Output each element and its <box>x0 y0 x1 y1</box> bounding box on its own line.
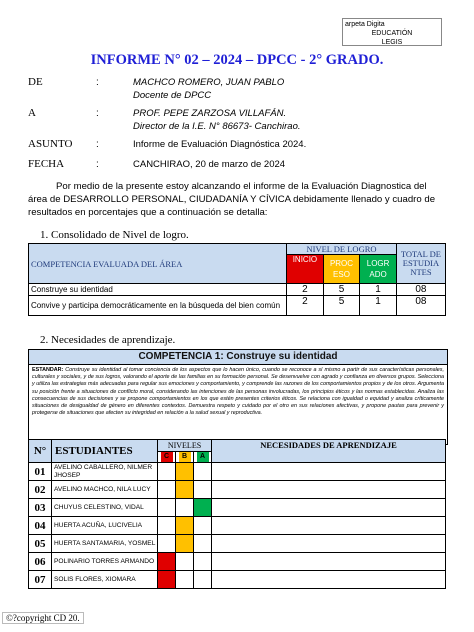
student-name: HUERTA SANTAMARIA, YOSMEL <box>52 535 158 553</box>
logrado-header: LOGR ADO <box>360 255 397 284</box>
competencia-cell: Construye su identidad <box>29 284 287 296</box>
number-header: N° <box>29 440 52 463</box>
level-c-label: C <box>161 452 173 462</box>
section-1-heading: 1. Consolidado de Nivel de logro. <box>40 229 189 241</box>
level-c-cell <box>158 463 176 481</box>
value-a-role: Director de la I.E. N° 86673- Canchirao. <box>133 121 301 132</box>
folder-watermark-box <box>342 18 442 46</box>
level-c-cell <box>158 517 176 535</box>
total-cell: 08 <box>396 284 445 296</box>
row-number: 07 <box>29 571 52 589</box>
label-de: DE <box>28 76 43 88</box>
level-b-label: B <box>179 452 191 462</box>
row-number: 01 <box>29 463 52 481</box>
level-c-cell <box>158 481 176 499</box>
value-a-name: PROF. PEPE ZARZOSA VILLAFÁN. <box>133 108 287 119</box>
competencia-standard-box <box>28 349 448 445</box>
level-b-cell <box>176 517 194 535</box>
colon-a: : <box>96 108 99 119</box>
table-row <box>29 481 446 499</box>
table-row <box>29 296 446 316</box>
level-a-cell <box>194 535 212 553</box>
needs-header: NECESIDADES DE APRENDIZAJE <box>212 440 446 463</box>
watermark-line-1: arpeta Digita <box>345 21 385 28</box>
colon-asunto: : <box>96 139 99 150</box>
estandar-label: ESTANDAR: <box>32 367 64 373</box>
learning-needs-table <box>28 439 446 589</box>
nivel-header: NIVEL DE LOGRO <box>287 244 397 255</box>
level-a-cell <box>194 481 212 499</box>
inicio-cell: 2 <box>287 284 324 296</box>
watermark-line-3: LEGIS <box>381 39 403 46</box>
level-c-cell <box>158 553 176 571</box>
needs-cell <box>212 499 446 517</box>
watermark-line-2: EDUCATIÓN <box>371 30 413 37</box>
level-b-cell <box>176 463 194 481</box>
row-number: 06 <box>29 553 52 571</box>
level-b-cell <box>176 499 194 517</box>
needs-cell <box>212 535 446 553</box>
copyright-footer: ©?copyright CD 20. <box>2 612 84 624</box>
estandar-text <box>29 365 447 444</box>
estandar-body: Construye su identidad al tomar conciencia de los aspectos que lo hacen único, cuando se reconoce a sí mismo a partir de sus características personales, culturales y sociales, y de sus logros, valorando el aporte de las familias en su formación personal. Se desenvuelve con agrado y confianza en diversos grupos. Selecciona y utiliza las estrategias más adecuadas para regular sus emociones y comportamiento, y comprende las razones de los comportamientos propios y de los otros. Argumenta su posición frente a situaciones de conflicto moral, considerando las intenciones de las personas involucradas, los principios éticos y las normas establecidas. Analiza las consecuencias de sus decisiones y se propone comportamientos en los que estén presentes criterios éticos. Se relaciona con igualdad o equidad y analiza críticamente situaciones de desigualdad de género en diferentes contextos. Demuestra respeto y cuidado por el otro en sus relaciones afectivas, y propone pautas para prevenir y protegerse de situaciones que afecten su integridad en relación a la salud sexual y reproductiva. <box>32 367 444 417</box>
level-a-cell <box>194 517 212 535</box>
inicio-cell: 2 <box>287 296 324 316</box>
level-b-cell <box>176 571 194 589</box>
row-number: 02 <box>29 481 52 499</box>
label-asunto: ASUNTO <box>28 138 73 150</box>
total-cell: 08 <box>396 296 445 316</box>
level-a-cell <box>194 499 212 517</box>
label-fecha: FECHA <box>28 158 65 170</box>
proceso-cell: 5 <box>323 296 360 316</box>
students-header: ESTUDIANTES <box>52 440 158 463</box>
row-number: 04 <box>29 517 52 535</box>
value-de-role: Docente de DPCC <box>133 90 212 101</box>
row-number: 05 <box>29 535 52 553</box>
competencia-cell: Convive y participa democráticamente en la búsqueda del bien común <box>29 296 287 316</box>
table-row <box>29 517 446 535</box>
level-b-cell <box>176 553 194 571</box>
student-name: POLINARIO TORRES ARMANDO <box>52 553 158 571</box>
inicio-header: INICIO <box>287 255 324 284</box>
row-number: 03 <box>29 499 52 517</box>
proceso-cell: 5 <box>323 284 360 296</box>
needs-cell <box>212 463 446 481</box>
logrado-cell: 1 <box>360 296 397 316</box>
level-b-cell <box>176 535 194 553</box>
proceso-header: PROC ESO <box>323 255 360 284</box>
table-row <box>29 553 446 571</box>
competencia-header: COMPETENCIA EVALUADA DEL ÁREA <box>29 244 287 284</box>
achievement-summary-table <box>28 243 446 316</box>
table-row <box>29 463 446 481</box>
total-header: TOTAL DE ESTUDIA NTES <box>396 244 445 284</box>
level-a-cell <box>194 463 212 481</box>
value-asunto: Informe de Evaluación Diagnóstica 2024. <box>133 139 307 150</box>
table-row <box>29 535 446 553</box>
needs-cell <box>212 553 446 571</box>
colon-fecha: : <box>96 159 99 170</box>
needs-cell <box>212 481 446 499</box>
value-de-name: MACHCO ROMERO, JUAN PABLO <box>133 77 285 88</box>
levels-header: NIVELES <box>158 440 212 452</box>
table-row <box>29 499 446 517</box>
value-fecha: CANCHIRAO, 20 de marzo de 2024 <box>133 159 286 170</box>
needs-cell <box>212 571 446 589</box>
student-name: AVELINO CABALLERO, NILMER JHOSEP <box>52 463 158 481</box>
document-title: INFORME N° 02 – 2024 – DPCC - 2° GRADO. <box>90 52 384 68</box>
competencia-1-title: COMPETENCIA 1: Construye su identidad <box>29 350 447 365</box>
label-a: A <box>28 107 36 119</box>
level-a-label: A <box>197 452 209 462</box>
intro-paragraph: Por medio de la presente estoy alcanzando el informe de la Evaluación Diagnostica del área de DESARROLLO PERSONAL, CIUDADANÍA Y CÍVICA debidamente llenado y cuadro de resultados en porcentajes que a continuación se detalla: <box>28 181 436 218</box>
needs-cell <box>212 517 446 535</box>
level-c-cell <box>158 499 176 517</box>
student-name: CHUYUS CELESTINO, VIDAL <box>52 499 158 517</box>
level-a-cell <box>194 571 212 589</box>
student-name: HUERTA ACUÑA, LUCIVELIA <box>52 517 158 535</box>
colon-de: : <box>96 77 99 88</box>
level-c-cell <box>158 571 176 589</box>
level-a-cell <box>194 553 212 571</box>
logrado-cell: 1 <box>360 284 397 296</box>
table-row <box>29 284 446 296</box>
table-row <box>29 571 446 589</box>
level-b-cell <box>176 481 194 499</box>
student-name: AVELINO MACHCO, NILA LUCY <box>52 481 158 499</box>
student-name: SOLIS FLORES, XIOMARA <box>52 571 158 589</box>
section-2-heading: 2. Necesidades de aprendizaje. <box>40 334 176 346</box>
level-c-cell <box>158 535 176 553</box>
